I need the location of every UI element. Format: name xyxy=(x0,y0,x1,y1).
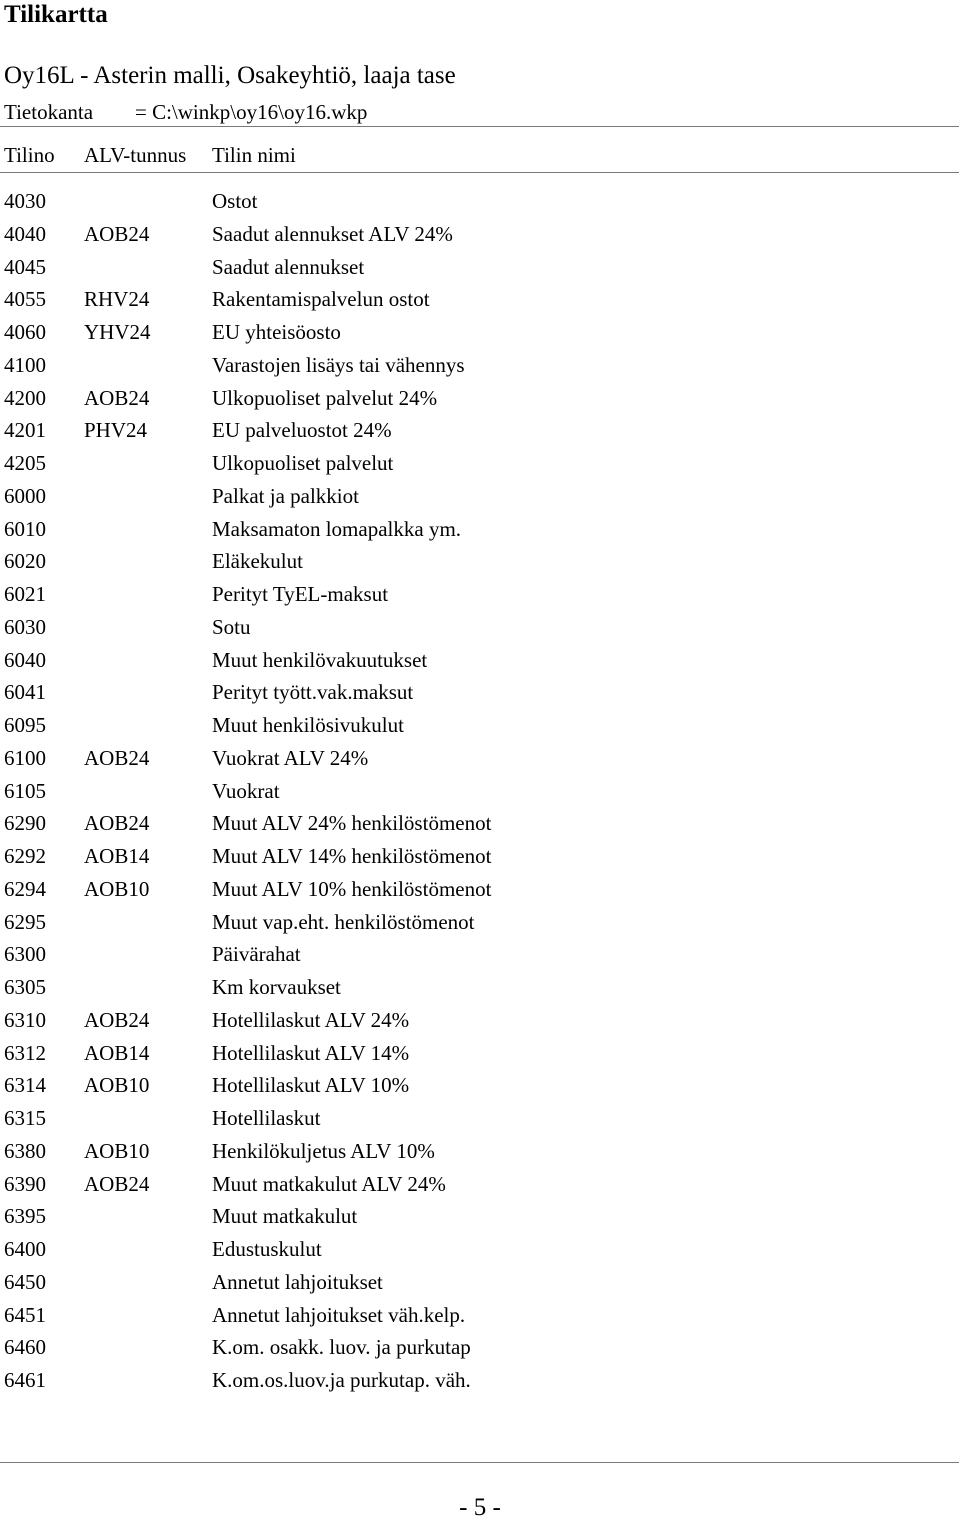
account-name-cell: Annetut lahjoitukset väh.kelp. xyxy=(212,1302,466,1327)
column-header-account-name: Tilin nimi xyxy=(212,143,296,167)
table-row xyxy=(0,1200,960,1233)
table-row xyxy=(0,1266,960,1299)
account-number-cell: 6400 xyxy=(4,1237,46,1261)
account-number-cell: 6030 xyxy=(4,614,46,639)
vat-code-cell: AOB24 xyxy=(84,221,150,246)
column-header-divider xyxy=(0,172,959,173)
account-number-cell: 4200 xyxy=(4,385,46,410)
account-number-cell: 6305 xyxy=(4,975,46,999)
table-row xyxy=(0,349,960,382)
footer-divider xyxy=(0,1462,959,1463)
account-name-cell: K.om.os.luov.ja purkutap. väh. xyxy=(212,1368,471,1392)
account-name-cell: EU palveluostot 24% xyxy=(212,418,392,443)
account-name-cell: Rakentamispalvelun ostot xyxy=(212,287,430,312)
account-name-cell: Hotellilaskut ALV 10% xyxy=(212,1073,410,1098)
vat-code-cell: AOB24 xyxy=(84,811,150,836)
account-number-cell: 6000 xyxy=(4,483,46,508)
account-number-cell: 4030 xyxy=(4,189,46,213)
account-name-cell: Perityt tyött.vak.maksut xyxy=(212,680,414,705)
account-number-cell: 6312 xyxy=(4,1040,46,1065)
table-row xyxy=(0,513,960,546)
account-name-cell: K.om. osakk. luov. ja purkutap xyxy=(212,1335,471,1360)
table-row xyxy=(0,218,960,251)
account-number-cell: 6395 xyxy=(4,1204,46,1229)
account-number-cell: 6310 xyxy=(4,1007,46,1032)
account-number-cell: 6100 xyxy=(4,745,46,770)
vat-code-cell: AOB24 xyxy=(84,1171,150,1196)
account-name-cell: Päivärahat xyxy=(212,942,301,967)
account-number-cell: 6290 xyxy=(4,811,46,836)
table-row xyxy=(0,1364,960,1397)
account-name-cell: Edustuskulut xyxy=(212,1237,322,1261)
account-number-cell: 6451 xyxy=(4,1302,46,1327)
account-name-cell: Muut henkilövakuutukset xyxy=(212,647,428,672)
account-name-cell: Muut vap.eht. henkilöstömenot xyxy=(212,909,475,934)
account-number-cell: 6461 xyxy=(4,1368,46,1392)
account-number-cell: 6021 xyxy=(4,582,46,606)
table-row xyxy=(0,545,960,578)
column-header-account-no: Tilino xyxy=(4,143,55,167)
table-row xyxy=(0,676,960,709)
table-row xyxy=(0,873,960,906)
account-name-cell: Saadut alennukset ALV 24% xyxy=(212,221,453,246)
table-row xyxy=(0,1299,960,1332)
account-name-cell: Maksamaton lomapalkka ym. xyxy=(212,516,462,541)
account-name-cell: Vuokrat ALV 24% xyxy=(212,745,369,770)
table-row xyxy=(0,1331,960,1364)
account-number-cell: 4201 xyxy=(4,418,46,443)
table-row xyxy=(0,906,960,939)
table-row xyxy=(0,611,960,644)
account-number-cell: 6450 xyxy=(4,1269,46,1294)
table-row xyxy=(0,1168,960,1201)
table-row xyxy=(0,447,960,480)
table-row xyxy=(0,1069,960,1102)
account-name-cell: Km korvaukset xyxy=(212,975,341,999)
account-name-cell: Vuokrat xyxy=(212,778,280,803)
account-number-cell: 4205 xyxy=(4,451,46,475)
account-number-cell: 6105 xyxy=(4,778,46,803)
table-row xyxy=(0,807,960,840)
account-number-cell: 6040 xyxy=(4,647,46,672)
account-name-cell: Hotellilaskut xyxy=(212,1106,321,1130)
account-name-cell: Hotellilaskut ALV 24% xyxy=(212,1007,410,1032)
account-name-cell: Varastojen lisäys tai vähennys xyxy=(212,352,465,377)
account-name-cell: Muut ALV 14% henkilöstömenot xyxy=(212,844,492,868)
account-number-cell: 6041 xyxy=(4,680,46,705)
account-number-cell: 6460 xyxy=(4,1335,46,1360)
account-name-cell: Ulkopuoliset palvelut xyxy=(212,451,394,475)
account-name-cell: Henkilökuljetus ALV 10% xyxy=(212,1138,435,1163)
account-number-cell: 6095 xyxy=(4,713,46,737)
table-row xyxy=(0,644,960,677)
database-label: Tietokanta xyxy=(4,100,94,124)
table-row xyxy=(0,1004,960,1037)
accounts-table xyxy=(0,185,960,1397)
account-number-cell: 4040 xyxy=(4,221,46,246)
account-number-cell: 6300 xyxy=(4,942,46,967)
account-name-cell: EU yhteisöosto xyxy=(212,320,341,344)
account-name-cell: Eläkekulut xyxy=(212,549,303,574)
account-name-cell: Ostot xyxy=(212,189,258,213)
vat-code-cell: AOB24 xyxy=(84,385,150,410)
vat-code-cell: AOB10 xyxy=(84,876,150,901)
vat-code-cell: AOB14 xyxy=(84,1040,150,1065)
account-number-cell: 6390 xyxy=(4,1171,46,1196)
database-path: = C:\winkp\oy16\oy16.wkp xyxy=(135,100,368,124)
account-number-cell: 6010 xyxy=(4,516,46,541)
account-name-cell: Ulkopuoliset palvelut 24% xyxy=(212,385,438,410)
table-row xyxy=(0,742,960,775)
vat-code-cell: YHV24 xyxy=(84,320,151,344)
account-name-cell: Annetut lahjoitukset xyxy=(212,1269,383,1294)
page-number: - 5 - xyxy=(459,1494,501,1521)
account-number-cell: 6292 xyxy=(4,844,46,868)
vat-code-cell: AOB14 xyxy=(84,844,150,868)
table-row xyxy=(0,1135,960,1168)
column-header-vat-code: ALV-tunnus xyxy=(84,143,187,167)
account-name-cell: Muut matkakulut ALV 24% xyxy=(212,1171,446,1196)
vat-code-cell: AOB24 xyxy=(84,745,150,770)
account-number-cell: 6295 xyxy=(4,909,46,934)
vat-code-cell: PHV24 xyxy=(84,418,148,443)
company-title: Oy16L - Asterin malli, Osakeyhtiö, laaja tase xyxy=(4,62,456,89)
account-number-cell: 4045 xyxy=(4,254,46,279)
account-number-cell: 6020 xyxy=(4,549,46,574)
vat-code-cell: AOB24 xyxy=(84,1007,150,1032)
account-number-cell: 4100 xyxy=(4,352,46,377)
table-row xyxy=(0,1233,960,1266)
vat-code-cell: RHV24 xyxy=(84,287,150,312)
table-row xyxy=(0,185,960,218)
table-row xyxy=(0,938,960,971)
table-row xyxy=(0,840,960,873)
account-name-cell: Muut matkakulut xyxy=(212,1204,358,1229)
header-divider xyxy=(0,126,959,127)
account-name-cell: Saadut alennukset xyxy=(212,254,365,279)
table-row xyxy=(0,578,960,611)
table-row xyxy=(0,480,960,513)
account-number-cell: 6314 xyxy=(4,1073,46,1098)
account-name-cell: Muut ALV 10% henkilöstömenot xyxy=(212,876,492,901)
account-number-cell: 6315 xyxy=(4,1106,46,1130)
table-row xyxy=(0,971,960,1004)
table-row xyxy=(0,709,960,742)
account-name-cell: Sotu xyxy=(212,614,251,639)
account-number-cell: 4060 xyxy=(4,320,46,344)
account-name-cell: Hotellilaskut ALV 14% xyxy=(212,1040,410,1065)
document-title: Tilikartta xyxy=(4,1,108,28)
table-row xyxy=(0,316,960,349)
table-row xyxy=(0,1102,960,1135)
account-name-cell: Muut henkilösivukulut xyxy=(212,713,404,737)
account-number-cell: 6294 xyxy=(4,876,46,901)
account-number-cell: 4055 xyxy=(4,287,46,312)
account-name-cell: Perityt TyEL-maksut xyxy=(212,582,389,606)
table-row xyxy=(0,1037,960,1070)
database-path-row xyxy=(4,98,368,126)
table-row xyxy=(0,382,960,415)
table-row xyxy=(0,775,960,808)
table-row xyxy=(0,251,960,284)
account-name-cell: Muut ALV 24% henkilöstömenot xyxy=(212,811,492,836)
vat-code-cell: AOB10 xyxy=(84,1073,150,1098)
table-row xyxy=(0,283,960,316)
account-name-cell: Palkat ja palkkiot xyxy=(212,483,359,508)
vat-code-cell: AOB10 xyxy=(84,1138,150,1163)
account-number-cell: 6380 xyxy=(4,1138,46,1163)
table-row xyxy=(0,414,960,447)
